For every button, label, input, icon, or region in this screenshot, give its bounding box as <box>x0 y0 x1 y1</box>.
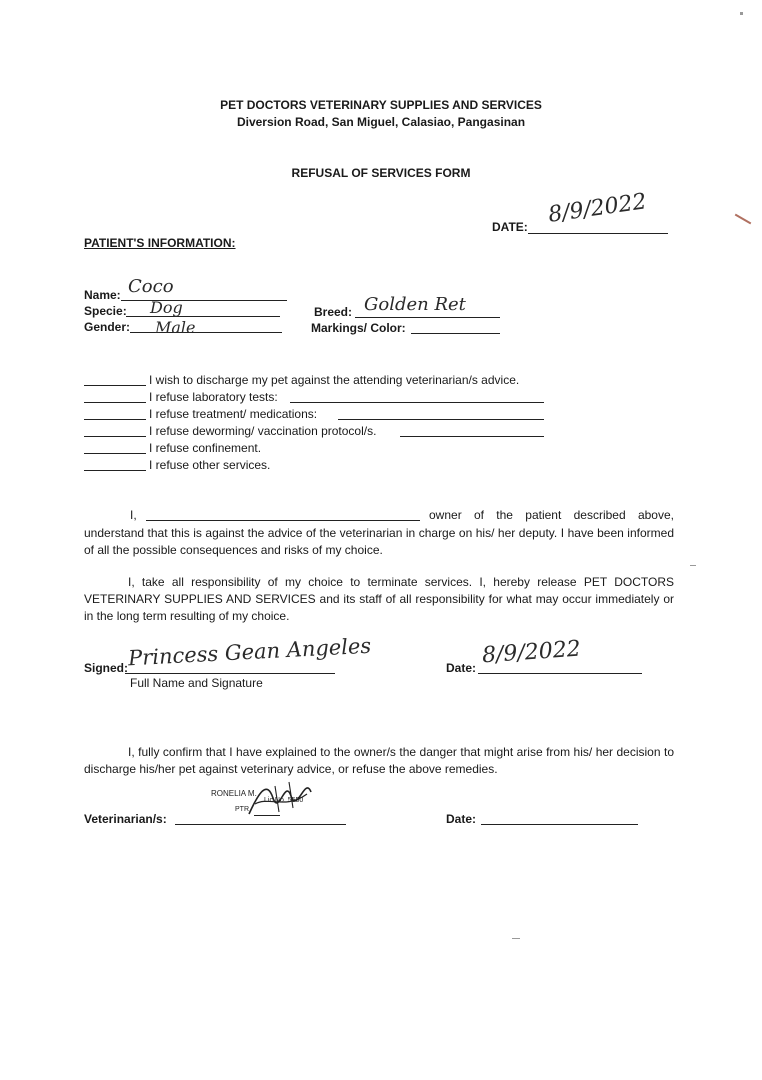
signed-label: Signed: <box>84 661 128 675</box>
refusal-item-other: I refuse other services. <box>149 458 271 472</box>
markings-line <box>411 333 500 334</box>
scan-mark <box>735 214 752 225</box>
refusal-item-confinement: I refuse confinement. <box>149 441 262 455</box>
scan-speck <box>690 565 696 566</box>
gender-value: Male <box>155 318 196 337</box>
date-line <box>528 233 668 234</box>
specie-label: Specie: <box>84 304 127 318</box>
refusal-blank-4 <box>84 436 146 437</box>
specie-value: Dog <box>150 298 183 317</box>
owner-signature: Princess Gean Angeles <box>127 633 372 671</box>
statement-paragraph-1: understand that this is against the advice of the veterinarian in charge on his/ her deputy. I have been informed of all the possible consequences and risks of my choice. <box>84 526 674 557</box>
breed-label: Breed: <box>314 305 353 319</box>
vet-stamp-ptr: PTR <box>235 806 249 813</box>
vet-stamp-name: RONELIA M. <box>211 789 257 798</box>
patient-section-title: PATIENT'S INFORMATION: <box>84 236 236 250</box>
signature-caption: Full Name and Signature <box>130 676 263 690</box>
company-address: Diversion Road, San Miguel, Calasiao, Pangasinan <box>236 115 526 129</box>
name-line <box>121 300 287 301</box>
name-value: Coco <box>128 276 174 297</box>
refusal-blank-1 <box>84 385 146 386</box>
statement-paragraph-2: I, take all responsibility of my choice to terminate services. I, hereby release PET DOCTORS VETERINARY SUPPLIES AND SERVICES and its staff of all responsibility for what may occur immediately or in the long term resulting of my choice. <box>84 575 674 623</box>
form-title: REFUSAL OF SERVICES FORM <box>291 166 471 180</box>
company-name: PET DOCTORS VETERINARY SUPPLIES AND SERVICES <box>220 98 542 112</box>
markings-label: Markings/ Color: <box>311 321 406 335</box>
vet-stamp-license: Lic.No. 5550 <box>264 797 304 804</box>
confirmation-paragraph: I, fully confirm that I have explained to the owner/s the danger that might arise from his/ her decision to discharge his/her pet against veterinary advice, or refuse the above remedies. <box>84 745 674 776</box>
breed-line <box>355 317 500 318</box>
refusal-blank-2 <box>84 402 146 403</box>
refusal-item-treatment: I refuse treatment/ medications: <box>149 407 318 421</box>
owner-date-line <box>478 673 642 674</box>
vet-date-line <box>481 824 638 825</box>
owner-name-line <box>146 520 420 521</box>
date-label: DATE: <box>492 220 528 234</box>
treatment-line <box>338 419 544 420</box>
statement-i: I, <box>130 508 137 522</box>
scan-speck <box>740 12 743 15</box>
name-label: Name: <box>84 288 121 302</box>
statement-owner-text: owner of the patient described above, <box>429 508 674 522</box>
owner-date-handwritten: 8/9/2022 <box>481 636 582 669</box>
vet-signature-scribble <box>245 774 317 820</box>
gender-label: Gender: <box>84 320 131 334</box>
owner-date-label: Date: <box>446 661 477 675</box>
date-handwritten: 8/9/2022 <box>546 189 649 228</box>
veterinarian-label: Veterinarian/s: <box>84 812 167 826</box>
refusal-blank-5 <box>84 453 146 454</box>
refusal-blank-3 <box>84 419 146 420</box>
signature-line <box>125 673 335 674</box>
lab-tests-line <box>290 402 544 403</box>
deworming-line <box>400 436 544 437</box>
refusal-blank-6 <box>84 470 146 471</box>
veterinarian-line <box>175 824 346 825</box>
refusal-item-lab-tests: I refuse laboratory tests: <box>149 390 278 404</box>
vet-date-label: Date: <box>446 812 477 826</box>
refusal-item-deworming: I refuse deworming/ vaccination protocol/s. <box>149 424 377 438</box>
refusal-item-discharge: I wish to discharge my pet against the attending veterinarian/s advice. <box>149 373 520 387</box>
gender-line <box>130 332 282 333</box>
scan-speck <box>512 938 520 939</box>
breed-value: Golden Ret <box>364 294 466 315</box>
